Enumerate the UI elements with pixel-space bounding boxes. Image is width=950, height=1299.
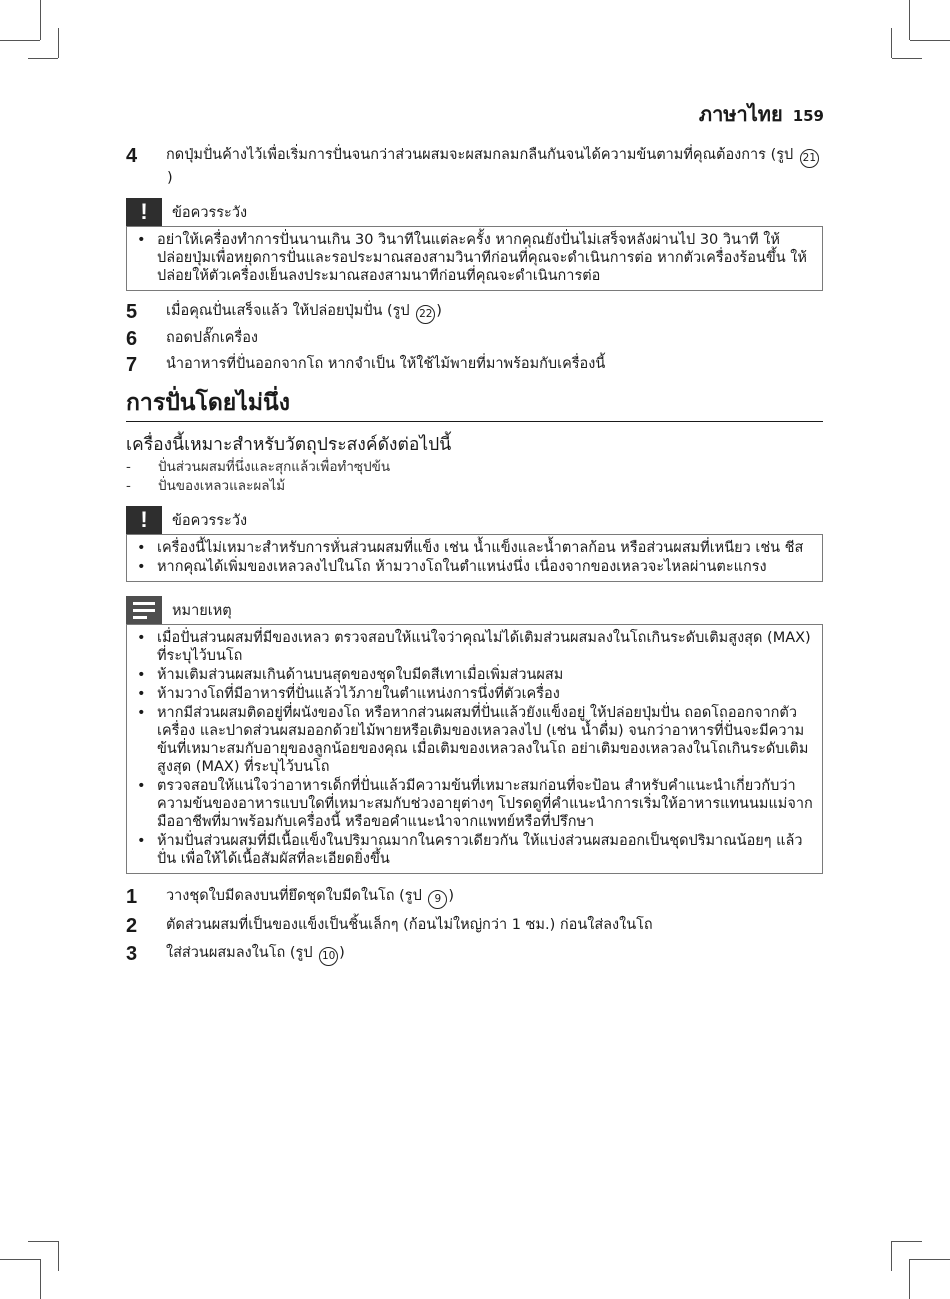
step-text: กดปุ่มปั่นค้างไว้เพื่อเริ่มการปั่นจนกว่าส่วนผสมจะผสมกลมกลืนกันจนได้ความข้นตามที่คุณต้องการ (รูป 21) — [166, 145, 823, 189]
figure-reference: 22 — [416, 305, 435, 324]
page-number: 159 — [792, 107, 824, 125]
step-text: เมื่อคุณปั่นเสร็จแล้ว ให้ปล่อยปุ่มปั่น (รูป 22 ) — [166, 301, 823, 324]
crop-mark — [0, 40, 40, 41]
figure-reference: 21 — [800, 149, 819, 168]
step-number: 4 — [126, 145, 138, 167]
note-icon — [126, 596, 162, 624]
figure-reference: 9 — [428, 890, 447, 909]
crop-mark — [910, 40, 950, 41]
step-number: 1 — [126, 886, 138, 908]
crop-mark — [0, 1259, 40, 1260]
crop-mark — [40, 1259, 41, 1299]
crop-mark — [28, 1241, 58, 1242]
figure-reference: 10 — [319, 947, 338, 966]
step-number: 5 — [126, 301, 138, 323]
step-2 — [126, 915, 823, 937]
section-title: การปั่นโดยไม่นึ่ง — [126, 388, 823, 422]
step-number: 6 — [126, 328, 138, 350]
step-1 — [126, 886, 823, 909]
crop-mark — [910, 1259, 950, 1260]
page-header — [699, 98, 824, 130]
warning-icon: ! — [126, 198, 162, 226]
caution-box — [126, 534, 823, 582]
caution-label: ข้อควรระวัง — [172, 204, 248, 221]
note-item: • ห้ามเติมส่วนผสมเกินด้านบนสุดของชุดใบมีดสีเทาเมื่อเพิ่มส่วนผสม — [135, 666, 814, 684]
step-number: 3 — [126, 943, 138, 965]
crop-mark — [40, 0, 41, 40]
caution-item: • เครื่องนี้ไม่เหมาะสำหรับการหั่นส่วนผสมที่แข็ง เช่น น้ำแข็งและน้ำตาลก้อน หรือส่วนผสมที่เหนียว เช่น ชีส — [135, 539, 814, 557]
step-text: ตัดส่วนผสมที่เป็นของแข็งเป็นชิ้นเล็กๆ (ก้อนไม่ใหญ่กว่า 1 ซม.) ก่อนใส่ลงในโถ — [166, 917, 653, 933]
crop-mark — [58, 1241, 59, 1271]
crop-mark — [909, 1259, 910, 1299]
crop-mark — [892, 1241, 922, 1242]
note-box — [126, 624, 823, 874]
note-item: • ห้ามปั่นส่วนผสมที่มีเนื้อแข็งในปริมาณมากในคราวเดียวกัน ให้แบ่งส่วนผสมออกเป็นชุดปริมาณน้อยๆ แล้วปั่น เพื่อให้ได้เนื้อสัมผัสที่ละเอียดยิ่งขึ้น — [135, 832, 814, 868]
step-4 — [126, 145, 823, 189]
step-text: วางชุดใบมีดลงบนที่ยึดชุดใบมีดในโถ (รูป 9 ) — [166, 886, 823, 909]
step-3 — [126, 943, 823, 966]
caution-box — [126, 226, 823, 291]
caution-header — [126, 506, 823, 534]
caution-header — [126, 198, 823, 226]
warning-icon: ! — [126, 506, 162, 534]
note-header — [126, 596, 823, 624]
step-text: ถอดปลั๊กเครื่อง — [166, 330, 259, 346]
language-label: ภาษาไทย — [698, 102, 783, 126]
note-item: • ตรวจสอบให้แน่ใจว่าอาหารเด็กที่ปั่นแล้วมีความข้นที่เหมาะสมก่อนที่จะป้อน สำหรับคำแนะนำเกี่ยวกับว่าความข้นของอาหารแบบใดที่เหมาะสมกับช่วงอายุต่างๆ โปรดดูที่คำแนะนำการเริ่มให้อาหารแทนนมแม่จากมืออาชีพที่มาพร้อมกับเครื่องนี้ หรือขอคำแนะนำจากแพทย์หรือที่ปรึกษา — [135, 777, 814, 831]
page-content — [126, 145, 823, 966]
step-number: 7 — [126, 354, 138, 376]
crop-mark — [909, 0, 910, 40]
crop-mark — [891, 1241, 892, 1271]
purpose-item: - ปั่นของเหลวและผลไม้ — [126, 477, 823, 496]
crop-mark — [891, 28, 892, 58]
crop-mark — [58, 28, 59, 58]
note-item: • ห้ามวางโถที่มีอาหารที่ปั่นแล้วไว้ภายในตำแหน่งการนึ่งที่ตัวเครื่อง — [135, 685, 814, 703]
step-text: ใส่ส่วนผสมลงในโถ (รูป 10 ) — [166, 943, 823, 966]
crop-mark — [28, 58, 58, 59]
step-7 — [126, 354, 823, 376]
caution-label: ข้อควรระวัง — [172, 512, 248, 529]
caution-item: • อย่าให้เครื่องทำการปั่นนานเกิน 30 วินาทีในแต่ละครั้ง หากคุณยังปั่นไม่เสร็จหลังผ่านไป 30 วินาที ให้ปล่อยปุ่มเพื่อหยุดการปั่นและรอประมาณสองสามวินาทีก่อนที่คุณจะดำเนินการต่อ หากตัวเครื่องร้อนขึ้น ให้ปล่อยให้ตัวเครื่องเย็นลงประมาณสองสามนาทีก่อนที่คุณจะดำเนินการต่อ — [135, 231, 814, 285]
step-text: นำอาหารที่ปั่นออกจากโถ หากจำเป็น ให้ใช้ไม้พายที่มาพร้อมกับเครื่องนี้ — [166, 356, 606, 372]
purpose-item: - ปั่นส่วนผสมที่นึ่งและสุกแล้วเพื่อทำซุปข้น — [126, 458, 823, 477]
caution-item: • หากคุณได้เพิ่มของเหลวลงไปในโถ ห้ามวางโถในตำแหน่งนึ่ง เนื่องจากของเหลวจะไหลผ่านตะแกรง — [135, 558, 814, 576]
section-subtitle: เครื่องนี้เหมาะสำหรับวัตถุประสงค์ดังต่อไปนี้ — [126, 435, 452, 455]
step-number: 2 — [126, 915, 138, 937]
note-item: • หากมีส่วนผสมติดอยู่ที่ผนังของโถ หรือหากส่วนผสมที่ปั่นแล้วยังแข็งอยู่ ให้ปล่อยปุ่มปั่น ถอดโถออกจากตัวเครื่อง และปาดส่วนผสมออกด้วยไม้พายหรือเติมของเหลวลงไป (เช่น น้ำดื่ม) จนกว่าอาหารที่ปั่นจะมีความข้นที่เหมาะสมกับอายุของลูกน้อยของคุณ เมื่อเติมของเหลวลงในโถ อย่าเติมของเหลวลงในโถเกินระดับเติมสูงสุด (MAX) ที่ระบุไว้บนโถ — [135, 704, 814, 776]
purpose-list — [126, 458, 823, 496]
crop-mark — [892, 58, 922, 59]
step-5 — [126, 301, 823, 324]
step-6 — [126, 328, 823, 350]
note-label: หมายเหตุ — [172, 602, 232, 619]
note-item: • เมื่อปั่นส่วนผสมที่มีของเหลว ตรวจสอบให้แน่ใจว่าคุณไม่ได้เติมส่วนผสมลงในโถเกินระดับเติมสูงสุด (MAX) ที่ระบุไว้บนโถ — [135, 629, 814, 665]
